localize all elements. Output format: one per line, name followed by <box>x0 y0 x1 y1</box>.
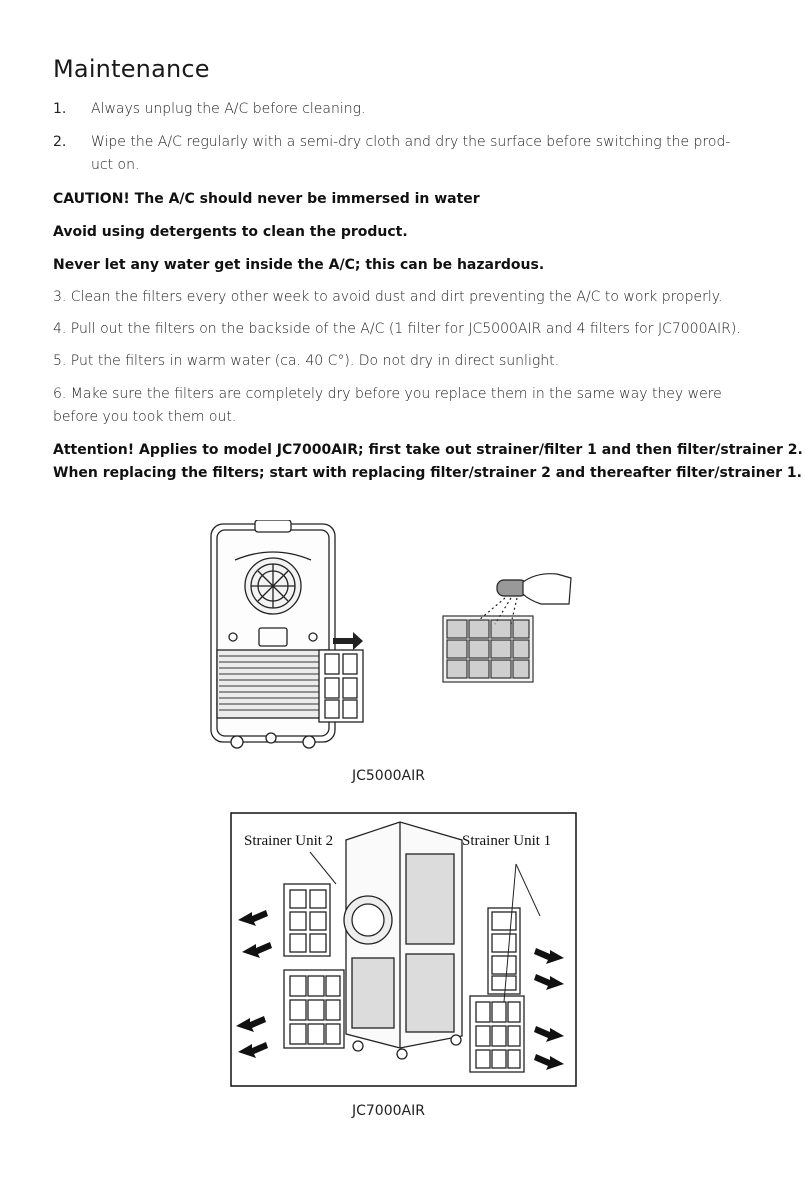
step-4-text: 4. Pull out the filters on the backside of the A/C (1 filter for JC5000AIR and 4 filters for JC7000AIR). <box>53 321 741 337</box>
step-2-text-line2: uct on. <box>91 157 140 173</box>
filter-pulled-out <box>319 650 363 722</box>
label-strainer-unit-2: Strainer Unit 2 <box>244 833 334 849</box>
step-1-number: 1. <box>53 101 67 117</box>
step-3-text: 3. Clean the filters every other week to avoid dust and dirt preventing the A/C to work properly. <box>53 289 723 305</box>
ac-unit-jc7000 <box>344 822 462 1059</box>
pull-arrow <box>333 632 363 650</box>
ac-unit-back-view <box>211 520 335 742</box>
step-2-text-line1: Wipe the A/C regularly with a semi-dry cloth and dry the surface before switching the prod- <box>91 134 731 150</box>
step-5-text: 5. Put the filters in warm water (ca. 40 C°). Do not dry in direct sunlight. <box>53 353 560 369</box>
caution-immersion: CAUTION! The A/C should never be immersed in water <box>53 191 480 207</box>
caution-detergents: Avoid using detergents to clean the product. <box>53 224 408 240</box>
step-6-line2: before you took them out. <box>53 409 237 425</box>
label-strainer-unit-1: Strainer Unit 1 <box>462 833 552 849</box>
figure2-caption: JC7000AIR <box>352 1103 425 1119</box>
attention-line1: Attention! Applies to model JC7000AIR; first take out strainer/filter 1 and then filter/strainer 2. <box>53 442 803 458</box>
step-6-line1: 6. Make sure the filters are completely dry before you replace them in the same way they were <box>53 386 722 402</box>
caution-water: Never let any water get inside the A/C; this can be hazardous. <box>53 257 545 273</box>
attention-line2: When replacing the filters; start with replacing filter/strainer 2 and thereafter filter/strainer 1. <box>53 465 802 481</box>
step-1-text: Always unplug the A/C before cleaning. <box>91 101 366 117</box>
step-2-number: 2. <box>53 134 67 150</box>
figure1-caption: JC5000AIR <box>352 768 425 784</box>
jc5000air-illustration <box>205 520 585 752</box>
page-title: Maintenance <box>53 55 210 83</box>
jc7000air-illustration <box>230 812 577 1087</box>
filter-cleaning <box>443 616 533 682</box>
